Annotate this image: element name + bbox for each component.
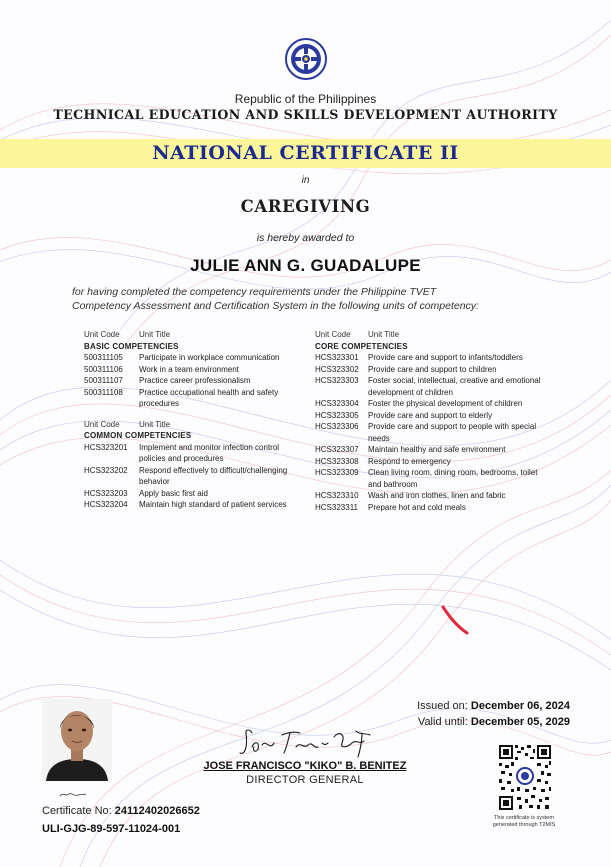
tesda-seal-icon <box>285 38 327 80</box>
competencies-left-column <box>84 329 319 511</box>
valid-until <box>360 715 570 731</box>
table-row <box>315 502 558 514</box>
unit-title: Foster the physical development of children <box>368 399 523 408</box>
table-row <box>84 442 319 465</box>
table-row <box>315 398 558 410</box>
unit-code-header: Unit Code <box>84 419 120 429</box>
unit-code: HCS323204 <box>84 500 128 509</box>
uli-number: ULI-GJG-89-597-11024-001 <box>42 823 181 835</box>
certificate-title: NATIONAL CERTIFICATE II <box>152 142 459 164</box>
unit-title: Provide care and support to elderly <box>368 410 493 420</box>
common-competencies-label: COMMON COMPETENCIES <box>84 431 192 440</box>
unit-header-row <box>315 329 558 341</box>
statement-line-2: Competency Assessment and Certification System in the following units of competency: <box>72 300 479 312</box>
unit-code: HCS323309 <box>315 468 359 477</box>
table-row <box>315 444 558 456</box>
table-row <box>315 375 558 398</box>
unit-title: Work in a team environment <box>139 364 239 374</box>
qr-note <box>488 815 560 829</box>
unit-title: Participate in workplace communication <box>139 353 280 362</box>
unit-code: 500311106 <box>84 364 123 374</box>
issuance-block <box>360 699 570 730</box>
unit-title: Practice career professionalism <box>139 376 251 385</box>
table-row <box>315 364 558 376</box>
issued-on <box>360 699 570 715</box>
holder-initials-mark <box>58 789 88 799</box>
issued-label: Issued on: <box>417 700 468 712</box>
director-name: JOSE FRANCISCO "KIKO" B. BENITEZ <box>203 760 407 772</box>
competencies-right-column <box>315 329 558 513</box>
unit-header-row <box>84 419 319 431</box>
table-row <box>84 375 319 387</box>
qr-note-line-1: This certificate is system <box>494 815 554 821</box>
unit-title: Apply basic first aid <box>139 488 208 498</box>
unit-title: Provide care and support to children <box>368 364 497 374</box>
table-row <box>315 410 558 422</box>
competency-statement <box>72 285 552 313</box>
valid-label: Valid until: <box>417 715 468 728</box>
unit-title: Implement and monitor infection control policies and procedures <box>139 442 280 463</box>
unit-code: HCS323307 <box>315 445 359 454</box>
unit-title: Respond effectively to difficult/challenging behavior <box>139 465 288 486</box>
issued-date: December 06, 2024 <box>470 700 570 712</box>
table-row <box>84 364 319 376</box>
unit-title: Maintain healthy and safe environment <box>368 445 506 454</box>
unit-code: HCS323310 <box>315 491 359 500</box>
certificate-number <box>42 805 200 817</box>
basic-competencies-label: BASIC COMPETENCIES <box>84 341 179 351</box>
table-row <box>84 387 319 410</box>
table-row <box>84 488 319 500</box>
table-row <box>84 465 319 488</box>
authority-name: TECHNICAL EDUCATION AND SKILLS DEVELOPMENT AUTHORITY <box>53 107 558 122</box>
unit-code-header: Unit Code <box>84 330 120 339</box>
unit-code: HCS323202 <box>84 465 128 475</box>
qualification-title: CAREGIVING <box>240 197 371 216</box>
qr-note-line-2: generated through T2MIS <box>492 822 556 828</box>
table-row <box>315 352 558 364</box>
unit-code: 500311107 <box>84 376 123 385</box>
unit-title: Wash and iron clothes, linen and fabric <box>368 491 506 500</box>
unit-code: HCS323305 <box>315 410 359 420</box>
cert-no-value: 24112402026652 <box>114 805 200 817</box>
unit-code: HCS323308 <box>315 456 359 466</box>
table-row <box>84 499 319 511</box>
in-text: in <box>301 175 310 186</box>
unit-title: Prepare hot and cold meals <box>368 502 466 512</box>
unit-code: HCS323304 <box>315 399 359 408</box>
unit-title: Clean living room, dining room, bedrooms, toilet and bathroom <box>368 468 538 489</box>
unit-code: HCS323303 <box>315 376 359 385</box>
unit-title: Respond to emergency <box>368 456 451 466</box>
qr-code-icon <box>497 743 553 812</box>
holder-photo <box>42 699 112 781</box>
spacer <box>84 410 319 419</box>
unit-code: HCS323306 <box>315 422 359 431</box>
statement-line-1: for having completed the competency requirements under the Philippine TVET <box>72 286 437 298</box>
unit-title-header: Unit Title <box>368 330 400 339</box>
unit-title: Provide care and support to infants/toddlers <box>368 353 523 362</box>
unit-title-header: Unit Title <box>139 419 171 429</box>
unit-code: HCS323302 <box>315 364 359 374</box>
unit-code-header: Unit Code <box>315 330 351 339</box>
recipient-name: JULIE ANN G. GUADALUPE <box>190 256 421 275</box>
cert-no-label: Certificate No: <box>42 805 112 817</box>
unit-code: HCS323311 <box>315 502 358 512</box>
unit-header-row <box>84 329 319 341</box>
unit-title: Foster social, intellectual, creative and emotional development of children <box>368 376 541 397</box>
unit-title: Practice occupational health and safety procedures <box>139 387 279 408</box>
director-title: DIRECTOR GENERAL <box>246 774 364 786</box>
republic-text: Republic of the Philippines <box>234 92 377 106</box>
unit-title-header: Unit Title <box>139 330 171 339</box>
unit-title: Provide care and support to people with special needs <box>368 422 537 443</box>
table-row <box>315 467 558 490</box>
red-pen-mark <box>437 601 473 637</box>
table-row <box>315 456 558 468</box>
director-signature <box>230 723 380 761</box>
unit-code: HCS323301 <box>315 353 359 362</box>
core-competencies-label: CORE COMPETENCIES <box>315 341 408 351</box>
table-row <box>315 421 558 444</box>
unit-code: 500311105 <box>84 353 123 362</box>
unit-code: HCS323201 <box>84 442 128 452</box>
unit-code: 500311108 <box>84 387 123 397</box>
awarded-text: is hereby awarded to <box>256 232 355 244</box>
table-row <box>315 490 558 502</box>
unit-title: Maintain high standard of patient services <box>139 500 287 509</box>
valid-date: December 05, 2029 <box>470 715 570 728</box>
table-row <box>84 352 319 364</box>
unit-code: HCS323203 <box>84 488 128 498</box>
